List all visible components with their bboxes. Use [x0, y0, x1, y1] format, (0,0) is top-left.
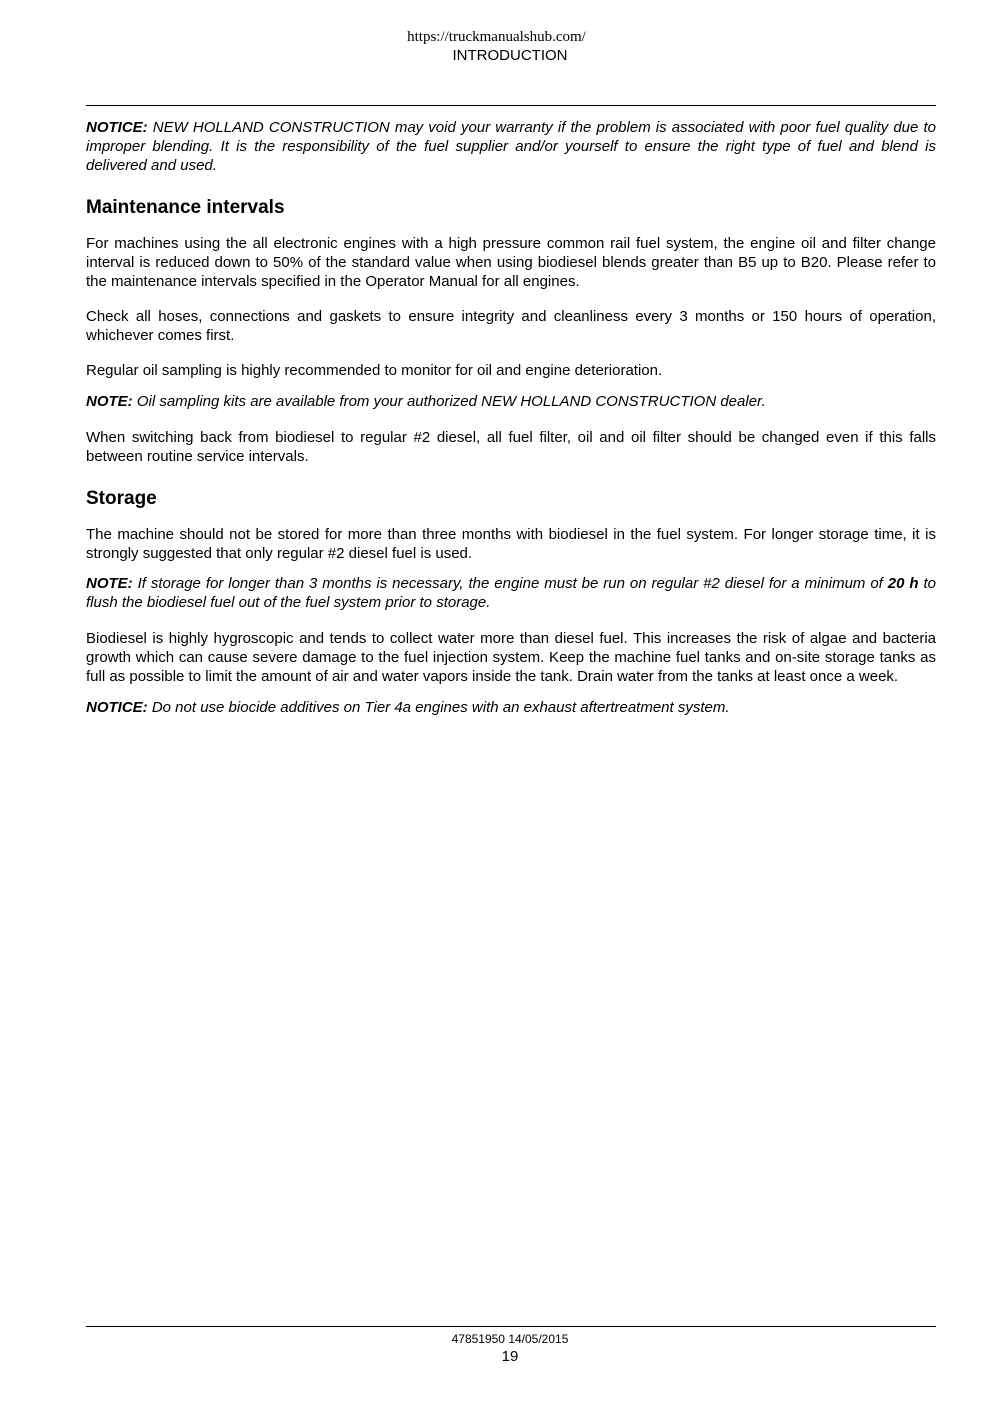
note-text-a: If storage for longer than 3 months is necessary, the engine must be run on regular #2 diesel for a minimum of — [132, 575, 888, 592]
header-rule — [86, 105, 936, 106]
page-content — [86, 118, 936, 717]
storage-paragraph-2: Biodiesel is highly hygroscopic and tends to collect water more than diesel fuel. This increases the risk of algae and bacteria growth which can cause severe damage to the fuel injection system. Keep the machine fuel tanks and on-site storage tanks as full as possible to limit the amount of air and water vapors inside the tank. Drain water from the tanks at least once a week. — [86, 630, 936, 685]
notice-biocide — [86, 698, 936, 717]
note-duration: 20 h — [887, 575, 919, 592]
footer-rule — [86, 1326, 936, 1327]
note-label: NOTE: — [86, 393, 133, 410]
storage-paragraph-1: The machine should not be stored for more than three months with biodiesel in the fuel system. For longer storage time, it is strongly suggested that only regular #2 diesel fuel is used. — [86, 526, 936, 562]
notice-text: Do not use biocide additives on Tier 4a engines with an exhaust aftertreatment system. — [147, 699, 730, 716]
maintenance-paragraph-3: Regular oil sampling is highly recommended to monitor for oil and engine deterioration. — [86, 362, 663, 379]
maintenance-heading: Maintenance intervals — [86, 197, 285, 218]
page-number: 19 — [501, 1348, 519, 1365]
header-url: https://truckmanualshub.com/ — [407, 29, 586, 45]
notice-warranty — [86, 118, 936, 175]
maintenance-paragraph-1: For machines using the all electronic engines with a high pressure common rail fuel system, the engine oil and filter change interval is reduced down to 50% of the standard value when using biodiesel blends greater than B5 up to B20. Please refer to the maintenance intervals specified in the Operator Manual for all engines. — [86, 235, 936, 290]
maintenance-paragraph-4: When switching back from biodiesel to regular #2 diesel, all fuel filter, oil and oil filter should be changed even if this falls between routine service intervals. — [86, 429, 936, 465]
notice-text: NEW HOLLAND CONSTRUCTION may void your warranty if the problem is associated with poor fuel quality due to improper blending. It is the responsibility of the fuel supplier and/or yourself to ensure the right type of fuel and blend is delivered and used. — [86, 119, 936, 174]
footer-document-id: 47851950 14/05/2015 — [451, 1332, 569, 1346]
note-storage — [86, 574, 936, 612]
note-label: NOTE: — [86, 575, 133, 592]
storage-heading: Storage — [86, 488, 157, 509]
header-section: INTRODUCTION — [452, 47, 568, 64]
note-text-b: to flush the biodiesel fuel out of the fuel system prior to storage. — [86, 575, 937, 611]
maintenance-paragraph-2: Check all hoses, connections and gaskets to ensure integrity and cleanliness every 3 months or 150 hours of operation, whichever comes first. — [86, 308, 936, 344]
notice-label: NOTICE: — [86, 119, 148, 136]
notice-label: NOTICE: — [86, 699, 148, 716]
note-oil-sampling — [86, 392, 936, 411]
note-text: Oil sampling kits are available from your authorized NEW HOLLAND CONSTRUCTION dealer. — [132, 393, 766, 410]
